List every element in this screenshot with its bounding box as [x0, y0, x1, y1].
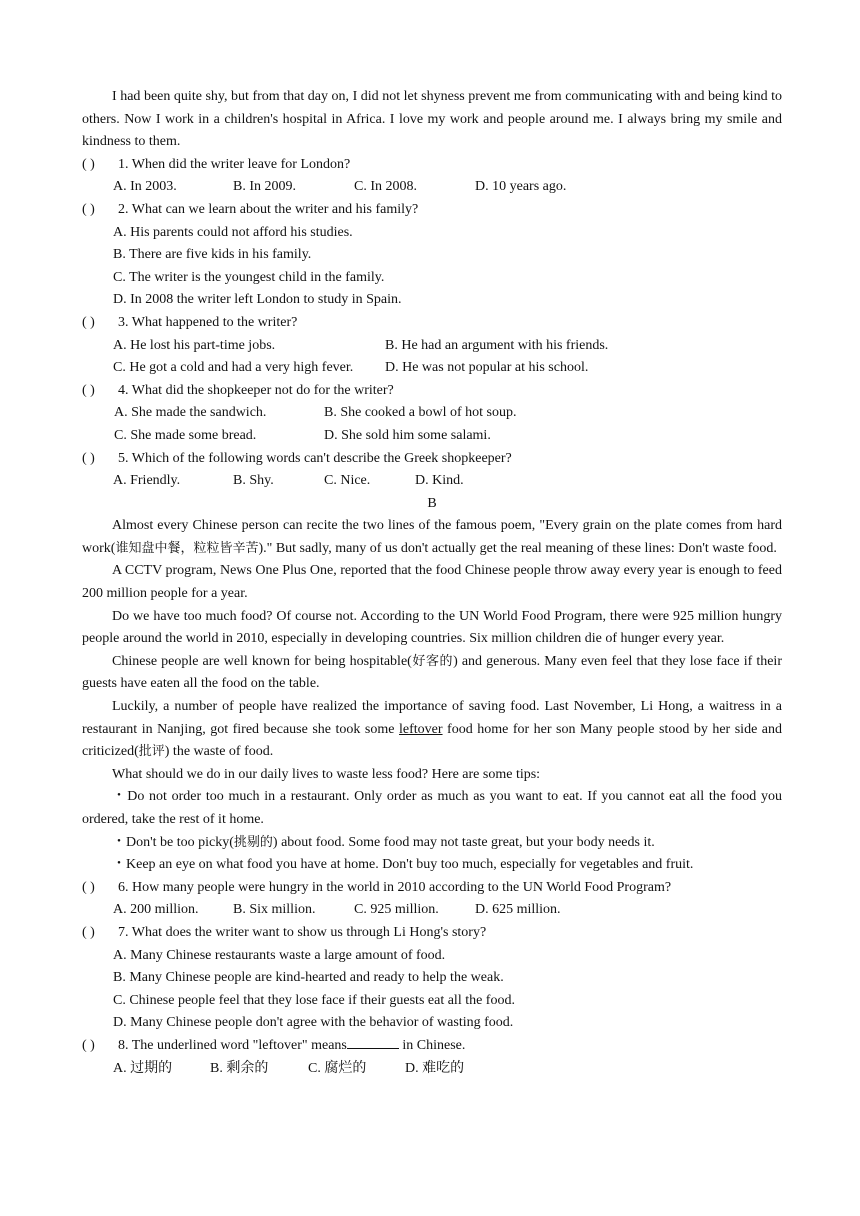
question-8: ( ) 8. The underlined word "leftover" means in Chinese. — [82, 1035, 782, 1058]
answer-blank: ( ) — [82, 1037, 95, 1053]
question-4-options-row-1 — [82, 402, 782, 425]
option-a: A. His parents could not afford his studies. — [113, 224, 353, 240]
option-a: A. She made the sandwich. — [114, 405, 267, 421]
option-d: D. He was not popular at his school. — [385, 360, 589, 376]
passage-b-paragraph-4: Chinese people are well known for being hospitable(好客的) and generous. Many even feel that they lose face if their guests have eaten all the food on the table. — [82, 653, 782, 692]
answer-blank: ( ) — [82, 450, 95, 466]
option-c: C. 925 million. — [354, 902, 439, 918]
option-b: B. There are five kids in his family. — [113, 247, 312, 263]
option-c: C. Nice. — [324, 473, 371, 489]
option-c: C. The writer is the youngest child in the family. — [113, 269, 385, 285]
question-5-options — [82, 470, 782, 493]
tip-1: ・Do not order too much in a restaurant. Only order as much as you want to eat. If you cannot eat all the food you ordered, take the rest of it home. — [82, 789, 782, 827]
passage-b-paragraph-2: A CCTV program, News One Plus One, reported that the food Chinese people throw away every year is enough to feed 200 million people for a year. — [82, 563, 782, 602]
question-1-options — [82, 176, 782, 199]
question-1: ( ) 1. When did the writer leave for London? — [82, 154, 782, 177]
question-4: ( ) 4. What did the shopkeeper not do for the writer? — [82, 380, 782, 403]
option-c: C. He got a cold and had a very high fever. — [113, 360, 354, 376]
fill-in-blank — [347, 1036, 399, 1049]
option-d: D. 625 million. — [475, 902, 561, 918]
option-a: A. 200 million. — [113, 902, 199, 918]
tip-3: ・Keep an eye on what food you have at home. Don't buy too much, especially for vegetables and fruit. — [112, 857, 694, 873]
question-4-options-row-2 — [82, 425, 782, 448]
option-b: B. Shy. — [233, 473, 274, 489]
underlined-word-leftover: leftover — [399, 721, 443, 737]
option-a: A. In 2003. — [113, 179, 177, 195]
option-a: A. 过期的 — [113, 1060, 173, 1076]
question-2: ( ) 2. What can we learn about the writer and his family? — [82, 199, 782, 222]
option-c: C. 腐烂的 — [308, 1060, 367, 1076]
answer-blank: ( ) — [82, 382, 95, 398]
option-d: D. She sold him some salami. — [324, 427, 491, 443]
option-d: D. In 2008 the writer left London to study in Spain. — [113, 292, 402, 308]
question-6-options — [82, 899, 782, 922]
answer-blank: ( ) — [82, 314, 95, 330]
option-d: D. 难吃的 — [405, 1060, 465, 1076]
passage-b-paragraph-1: Almost every Chinese person can recite the two lines of the famous poem, "Every grain on the plate comes from hard work(谁知盘中餐，粒粒皆辛苦)." But sadly, many of us don't actually get the real meaning of these lines: Don't waste food. — [82, 518, 782, 556]
option-d: D. 10 years ago. — [475, 179, 567, 195]
option-b: B. Many Chinese people are kind-hearted and ready to help the weak. — [113, 970, 504, 986]
question-8-options — [82, 1058, 782, 1081]
option-d: D. Kind. — [415, 473, 464, 489]
option-c: C. In 2008. — [354, 179, 417, 195]
answer-blank: ( ) — [82, 201, 95, 217]
tip-2: ・Don't be too picky(挑剔的) about food. Some food may not taste great, but your body needs it. — [112, 834, 655, 850]
option-b: B. Six million. — [233, 902, 316, 918]
option-c: C. She made some bread. — [114, 427, 257, 443]
passage-a-conclusion: I had been quite shy, but from that day on, I did not let shyness prevent me from communicating with and being kind to others. Now I work in a children's hospital in Africa. I love my work and people around me. I always bring my smile and kindness to them. — [82, 89, 782, 150]
worksheet-page — [82, 86, 782, 1080]
question-3-options-row-2 — [82, 357, 782, 380]
section-b-heading: B — [427, 495, 437, 511]
option-a: A. Friendly. — [113, 473, 181, 489]
answer-blank: ( ) — [82, 156, 95, 172]
question-3: ( ) 3. What happened to the writer? — [82, 312, 782, 335]
passage-b-paragraph-3: Do we have too much food? Of course not. According to the UN World Food Program, there were 925 million hungry people around the world in 2010, especially in developing countries. Six million children die of hunger every year. — [82, 608, 782, 647]
option-b: B. He had an argument with his friends. — [385, 337, 609, 353]
option-d: D. Many Chinese people don't agree with the behavior of wasting food. — [113, 1015, 514, 1031]
option-b: B. 剩余的 — [210, 1060, 269, 1076]
option-b: B. In 2009. — [233, 179, 296, 195]
option-c: C. Chinese people feel that they lose face if their guests eat all the food. — [113, 992, 515, 1008]
option-a: A. He lost his part-time jobs. — [113, 337, 276, 353]
passage-b-paragraph-5: Luckily, a number of people have realized the importance of saving food. Last November, Li Hong, a waitress in a restaurant in Nanjing, got fired because she took some leftover food home for her son Many people stood by her side and criticized(批评) the waste of food. — [82, 699, 783, 760]
question-7: ( ) 7. What does the writer want to show us through Li Hong's story? — [82, 922, 782, 945]
answer-blank: ( ) — [82, 879, 95, 895]
passage-b-paragraph-6: What should we do in our daily lives to waste less food? Here are some tips: — [112, 766, 541, 782]
question-3-options-row-1 — [82, 335, 782, 358]
question-6: ( ) 6. How many people were hungry in the world in 2010 according to the UN World Food Program? — [82, 877, 782, 900]
answer-blank: ( ) — [82, 924, 95, 940]
option-b: B. She cooked a bowl of hot soup. — [324, 405, 517, 421]
option-a: A. Many Chinese restaurants waste a large amount of food. — [113, 947, 446, 963]
question-5: ( ) 5. Which of the following words can't describe the Greek shopkeeper? — [82, 448, 782, 471]
